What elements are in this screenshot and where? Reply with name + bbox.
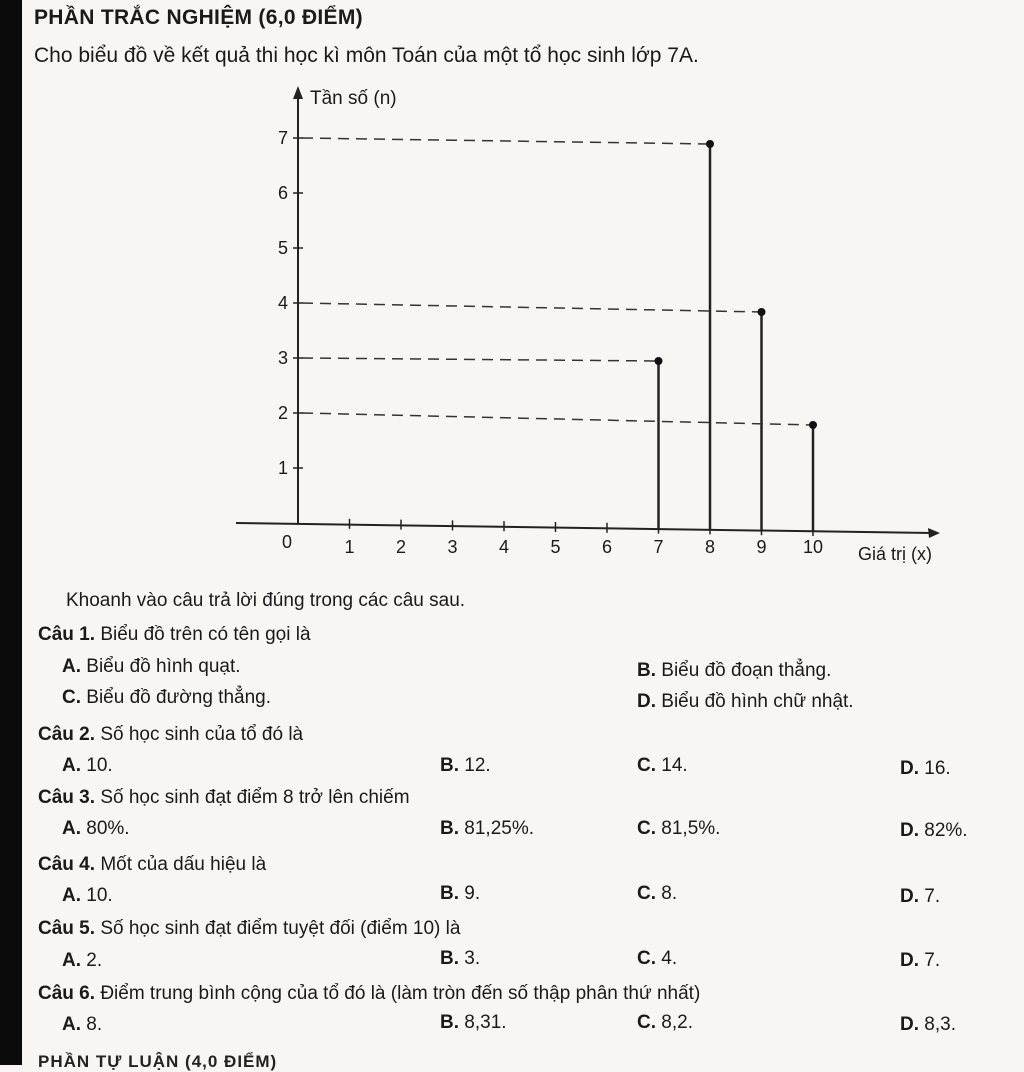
q1-option-b[interactable] [637,660,831,682]
guide-line-x10 [302,413,813,425]
question-6-label: Câu 6. [38,983,96,1004]
x-tick-label: 9 [756,537,767,557]
q5-option-c-text: 4. [661,948,678,969]
q4-option-c[interactable] [637,883,677,905]
q1-option-d-text: Biểu đồ hình chữ nhật. [661,691,854,712]
q4-option-d-letter: D. [900,886,919,907]
y-axis-arrow [293,86,303,99]
q4-option-a[interactable] [62,885,113,907]
q4-option-a-text: 10. [86,885,113,906]
q2-option-a-letter: A. [62,755,81,776]
q1-option-a[interactable] [62,656,241,678]
x-tick-label: 10 [802,537,824,557]
question-5 [38,918,460,940]
guide-line-x7 [302,358,659,361]
point-x7 [655,357,663,365]
q3-option-b-letter: B. [440,818,459,839]
q2-option-a-text: 10. [86,755,113,776]
x-axis-label: Giá trị (x) [858,544,932,564]
y-tick-label: 4 [277,293,288,313]
q3-option-c-letter: C. [637,818,656,839]
q6-option-d[interactable] [900,1014,956,1036]
q2-option-c-text: 14. [661,755,688,776]
q1-option-d-letter: D. [637,691,656,712]
q4-option-c-letter: C. [637,883,656,904]
x-tick-label: 2 [395,537,407,557]
q5-option-a-letter: A. [62,950,81,971]
q6-option-a[interactable] [62,1014,102,1036]
x-tick-label: 5 [550,537,561,557]
question-2 [38,724,303,746]
question-1 [38,624,311,646]
q2-option-c[interactable] [637,755,688,777]
x-axis [236,523,932,533]
q6-option-b-letter: B. [440,1012,459,1033]
question-3-text: Số học sinh đạt điểm 8 trở lên chiếm [100,787,410,808]
question-4-label: Câu 4. [38,854,96,875]
q5-option-d-text: 7. [924,950,941,971]
q3-option-d[interactable] [900,820,968,842]
y-tick-label: 6 [277,183,288,203]
q1-option-c-letter: C. [62,687,81,708]
q1-option-b-letter: B. [637,660,656,681]
q4-option-d-text: 7. [924,886,941,907]
y-tick-label: 3 [277,348,288,368]
q5-option-a-text: 2. [86,950,103,971]
q3-option-a-text: 80%. [86,818,130,839]
q6-option-b[interactable] [440,1012,507,1034]
q3-option-b-text: 81,25%. [464,818,535,839]
x-tick-label: 1 [344,537,355,557]
q3-option-b[interactable] [440,818,534,840]
intro-text: Cho biểu đồ về kết quả thi học kì môn Toán của một tổ học sinh lớp 7A. [34,44,699,67]
q4-option-a-letter: A. [62,885,81,906]
question-1-label: Câu 1. [38,624,96,645]
q1-option-a-text: Biểu đồ hình quạt. [86,656,241,677]
x-tick-label: 8 [704,537,716,557]
question-4-text: Mốt của dấu hiệu là [100,854,267,875]
q2-option-d-text: 16. [924,758,951,779]
q5-option-c[interactable] [637,948,677,970]
q1-option-d[interactable] [637,691,854,713]
x-axis-arrow [928,528,940,538]
q5-option-a[interactable] [62,950,102,972]
q6-option-c-text: 8,2. [661,1012,693,1033]
q4-option-b[interactable] [440,883,480,905]
instruction: Khoanh vào câu trả lời đúng trong các câu sau. [66,590,466,611]
x-tick-label: 4 [498,537,510,557]
y-axis-label: Tần số (n) [310,88,397,109]
x-tick-label: 3 [447,537,458,557]
question-2-text: Số học sinh của tổ đó là [100,724,304,745]
q3-option-d-letter: D. [900,820,919,841]
y-tick-label: 1 [277,458,288,478]
q3-option-c-text: 81,5%. [661,818,721,839]
question-1-text: Biểu đồ trên có tên gọi là [100,624,311,645]
q4-option-c-text: 8. [661,883,678,904]
q6-option-d-text: 8,3. [924,1014,956,1035]
question-3-label: Câu 3. [38,787,96,808]
q6-option-b-text: 8,31. [464,1012,507,1033]
q2-option-b-text: 12. [464,755,491,776]
guide-line-x8 [302,138,710,144]
q5-option-b-text: 3. [464,948,481,969]
question-3 [38,787,410,809]
q2-option-b-letter: B. [440,755,459,776]
q4-option-b-text: 9. [464,883,481,904]
q3-option-a[interactable] [62,818,130,840]
q2-option-a[interactable] [62,755,113,777]
q6-option-c[interactable] [637,1012,693,1034]
q1-option-c[interactable] [62,687,271,709]
q6-option-a-text: 8. [86,1014,103,1035]
q5-option-c-letter: C. [637,948,656,969]
q2-option-c-letter: C. [637,755,656,776]
question-2-label: Câu 2. [38,724,96,745]
question-4 [38,854,266,876]
q2-option-d[interactable] [900,758,951,780]
question-6-text: Điểm trung bình cộng của tổ đó là (làm tròn đến số thập phân thứ nhất) [100,983,701,1004]
q5-option-d-letter: D. [900,950,919,971]
q1-option-b-text: Biểu đồ đoạn thẳng. [661,660,832,681]
q6-option-d-letter: D. [900,1014,919,1035]
q2-option-d-letter: D. [900,758,919,779]
y-tick-label: 7 [277,128,288,148]
y-tick-label: 5 [277,238,288,258]
guide-line-x9 [302,303,762,312]
question-5-label: Câu 5. [38,918,96,939]
q4-option-d[interactable] [900,886,940,908]
question-5-text: Số học sinh đạt điểm tuyệt đối (điểm 10) là [100,918,461,939]
q6-option-a-letter: A. [62,1014,81,1035]
q4-option-b-letter: B. [440,883,459,904]
q3-option-d-text: 82%. [924,820,968,841]
x-tick-label: 6 [601,537,613,557]
next-section-title: PHẦN TỰ LUẬN (4,0 ĐIỂM) [38,1052,278,1071]
point-x9 [758,308,766,316]
q3-option-a-letter: A. [62,818,81,839]
q5-option-d[interactable] [900,950,940,972]
section-title: PHẦN TRẮC NGHIỆM (6,0 ĐIỂM) [34,6,363,29]
q5-option-b[interactable] [440,948,480,970]
q2-option-b[interactable] [440,755,491,777]
q6-option-c-letter: C. [637,1012,656,1033]
point-x8 [706,140,714,148]
point-x10 [809,421,817,429]
q1-option-c-text: Biểu đồ đường thẳng. [86,687,271,708]
q1-option-a-letter: A. [62,656,81,677]
y-tick-label: 2 [277,403,288,423]
q3-option-c[interactable] [637,818,720,840]
q5-option-b-letter: B. [440,948,459,969]
question-6 [38,983,700,1005]
origin-label: 0 [282,532,293,552]
x-tick-label: 7 [653,537,664,557]
